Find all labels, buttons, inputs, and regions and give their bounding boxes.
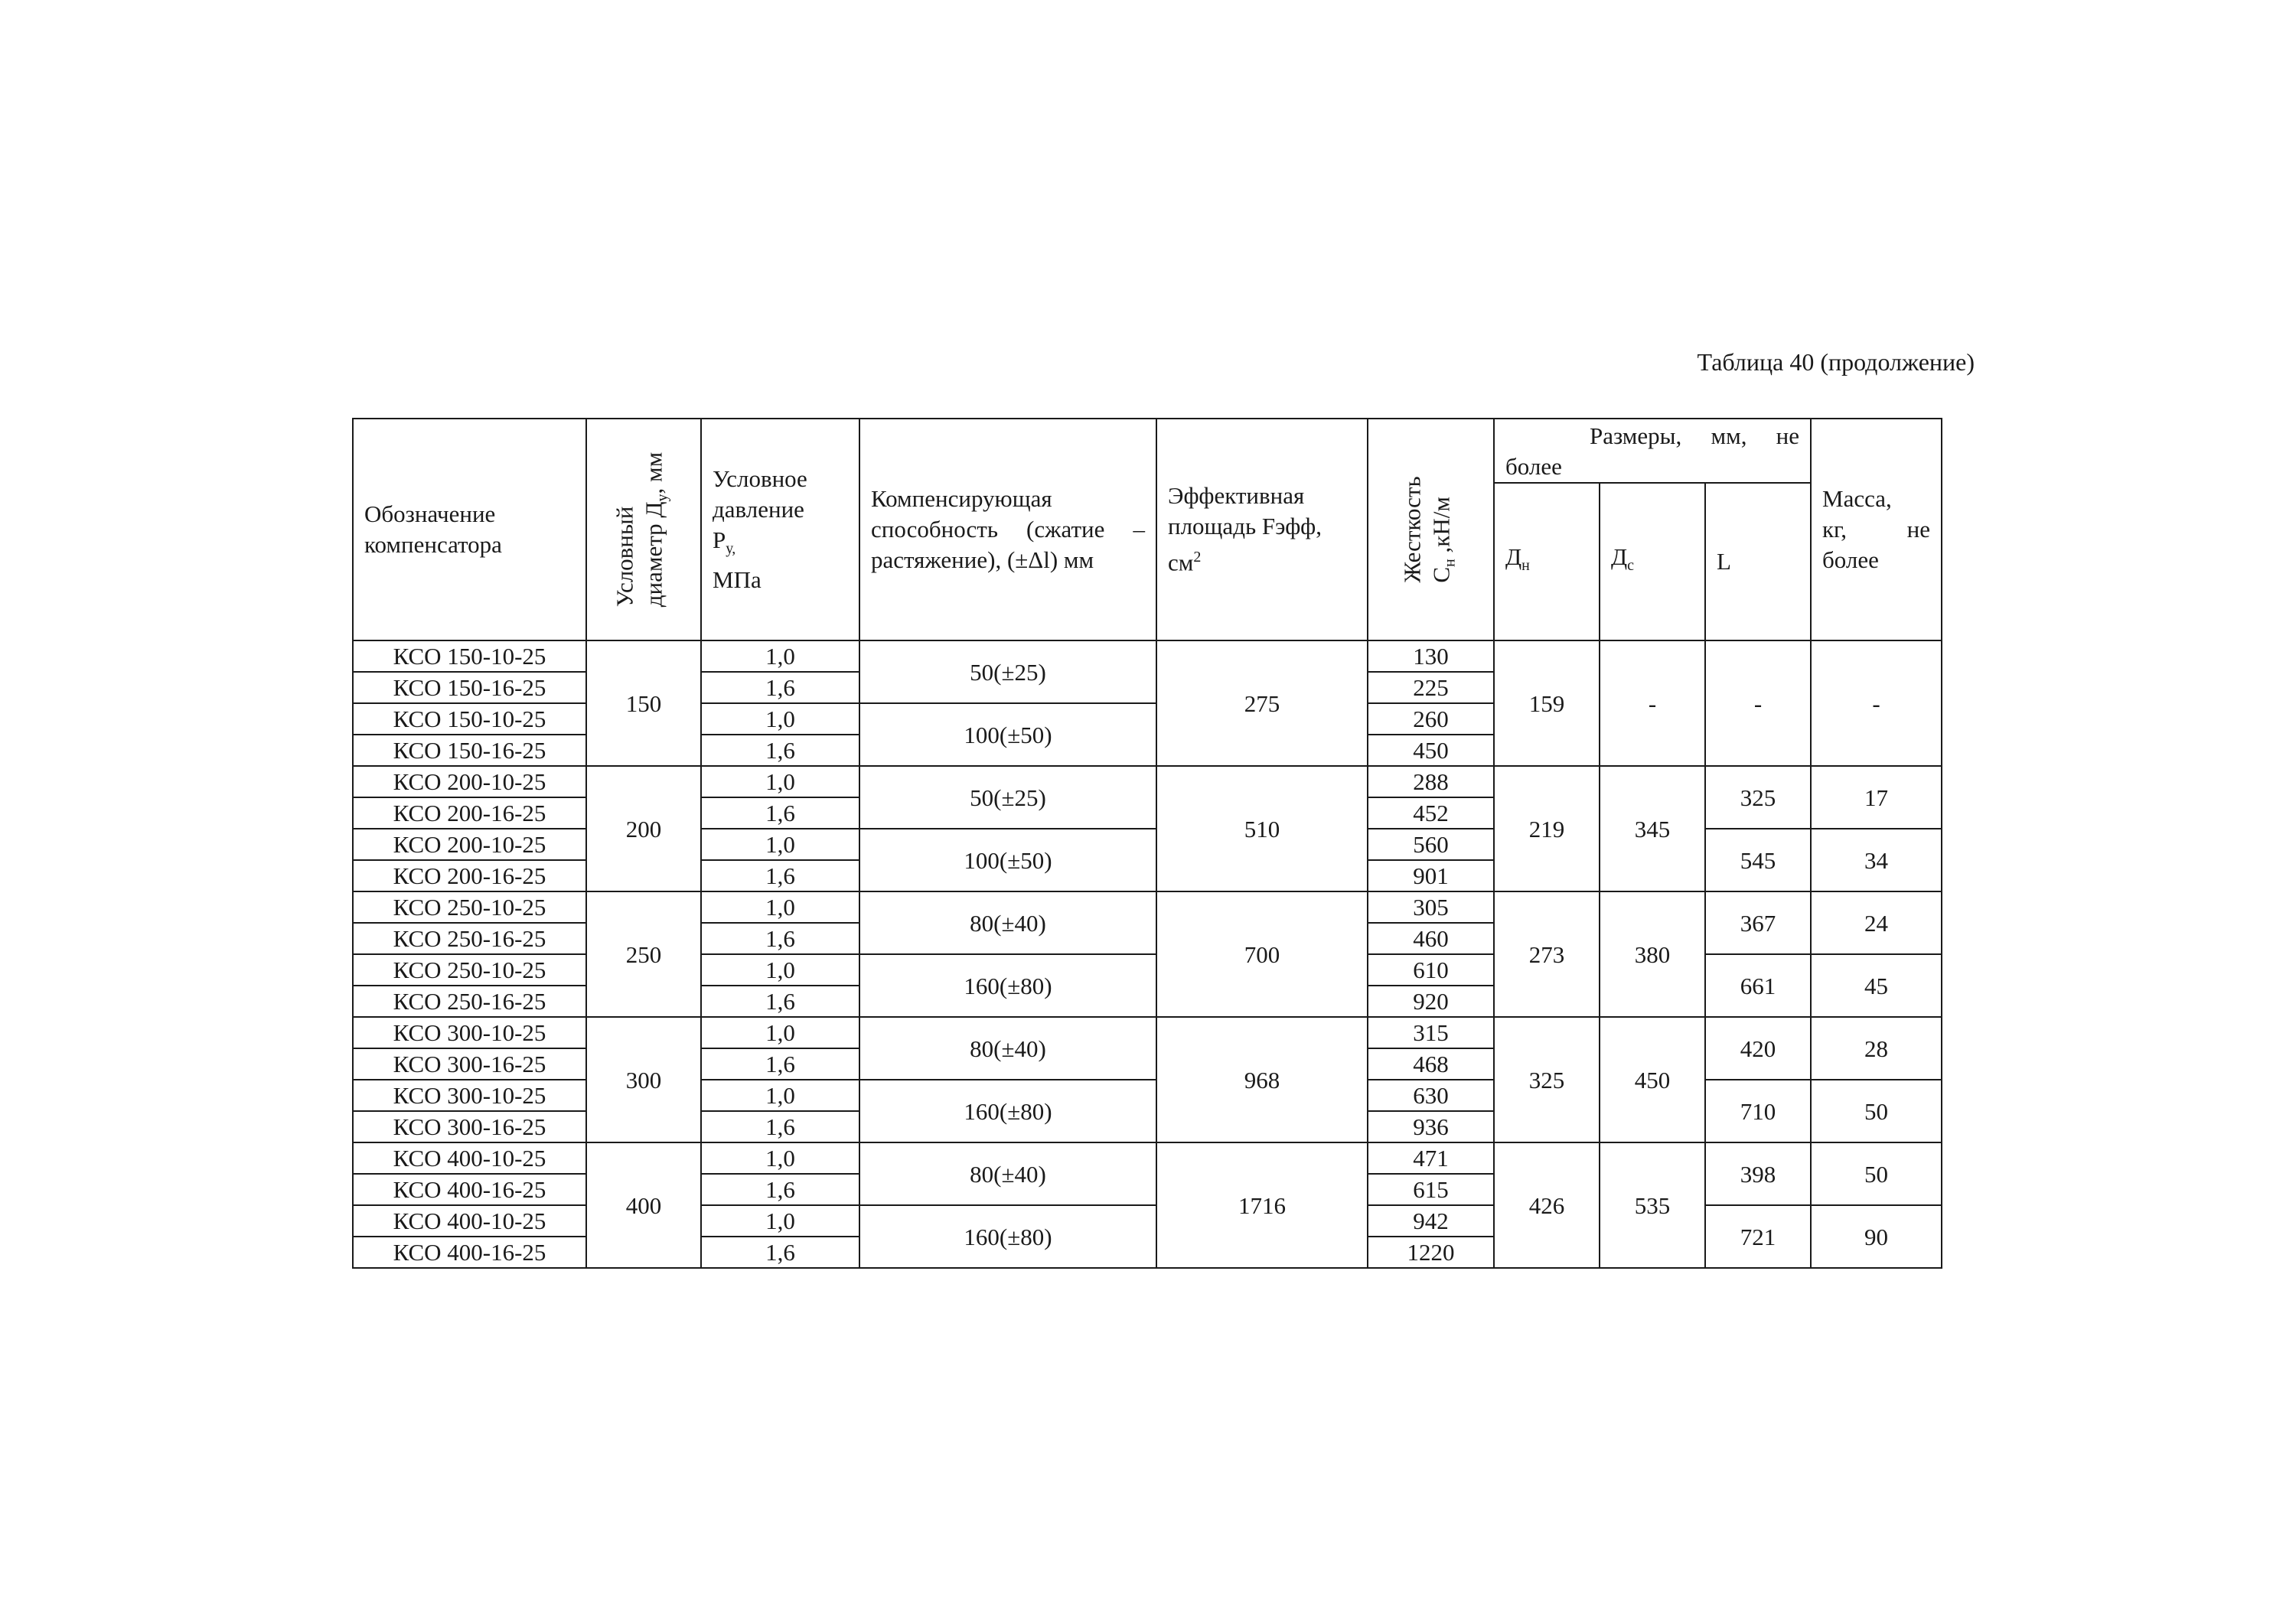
stiffness-cell: 560 (1368, 829, 1494, 860)
compensation-cell: 160(±80) (859, 1205, 1156, 1268)
length-cell: 367 (1705, 891, 1811, 954)
pressure-cell: 1,0 (701, 703, 859, 735)
mass-cell: 17 (1811, 766, 1942, 829)
effective-area-cell: 510 (1156, 766, 1368, 891)
designation-cell: КСО 150-10-25 (353, 703, 586, 735)
header-stiffness: Жесткость $С_н$ ,кН/м (1368, 419, 1494, 640)
mass-cell: - (1811, 640, 1942, 766)
pressure-cell: 1,0 (701, 829, 859, 860)
nominal-diameter-cell: 150 (586, 640, 701, 766)
designation-cell: КСО 250-16-25 (353, 986, 586, 1017)
designation-cell: КСО 200-16-25 (353, 797, 586, 829)
compensator-spec-table (352, 418, 1942, 1269)
table-row (353, 1142, 1942, 1174)
table-row (353, 640, 1942, 672)
pressure-cell: 1,6 (701, 1237, 859, 1268)
length-cell: - (1705, 640, 1811, 766)
mass-cell: 50 (1811, 1142, 1942, 1205)
designation-cell: КСО 400-10-25 (353, 1142, 586, 1174)
pressure-cell: 1,6 (701, 1048, 859, 1080)
effective-area-cell: 700 (1156, 891, 1368, 1017)
designation-cell: КСО 200-10-25 (353, 766, 586, 797)
length-cell: 545 (1705, 829, 1811, 891)
header-length: L (1705, 483, 1811, 640)
header-nominal-diameter: Условный диаметр $Д_у$, мм (586, 419, 701, 640)
table-row (353, 891, 1942, 923)
compensation-cell: 160(±80) (859, 1080, 1156, 1142)
compensation-cell: 100(±50) (859, 703, 1156, 766)
pressure-cell: 1,0 (701, 891, 859, 923)
stiffness-cell: 460 (1368, 923, 1494, 954)
bellows-diameter-cell: 535 (1600, 1142, 1705, 1268)
mass-cell: 50 (1811, 1080, 1942, 1142)
table-header (353, 419, 1942, 640)
header-compensation: Компенсирующая способность (сжатие – растяжение), (±Δl) мм (859, 419, 1156, 640)
designation-cell: КСО 400-10-25 (353, 1205, 586, 1237)
pressure-cell: 1,0 (701, 1142, 859, 1174)
length-cell: 325 (1705, 766, 1811, 829)
pressure-cell: 1,6 (701, 1111, 859, 1142)
designation-cell: КСО 150-16-25 (353, 672, 586, 703)
designation-cell: КСО 250-10-25 (353, 954, 586, 986)
stiffness-cell: 305 (1368, 891, 1494, 923)
stiffness-cell: 942 (1368, 1205, 1494, 1237)
outer-diameter-cell: 219 (1494, 766, 1600, 891)
bellows-diameter-cell: - (1600, 640, 1705, 766)
outer-diameter-cell: 325 (1494, 1017, 1600, 1142)
designation-cell: КСО 400-16-25 (353, 1237, 586, 1268)
stiffness-cell: 260 (1368, 703, 1494, 735)
length-cell: 420 (1705, 1017, 1811, 1080)
length-cell: 398 (1705, 1142, 1811, 1205)
designation-cell: КСО 200-16-25 (353, 860, 586, 891)
designation-cell: КСО 300-16-25 (353, 1111, 586, 1142)
nominal-diameter-cell: 300 (586, 1017, 701, 1142)
compensation-cell: 100(±50) (859, 829, 1156, 891)
stiffness-cell: 615 (1368, 1174, 1494, 1205)
stiffness-cell: 225 (1368, 672, 1494, 703)
stiffness-cell: 901 (1368, 860, 1494, 891)
effective-area-cell: 968 (1156, 1017, 1368, 1142)
mass-cell: 34 (1811, 829, 1942, 891)
stiffness-cell: 920 (1368, 986, 1494, 1017)
stiffness-cell: 471 (1368, 1142, 1494, 1174)
stiffness-cell: 450 (1368, 735, 1494, 766)
nominal-diameter-cell: 200 (586, 766, 701, 891)
length-cell: 661 (1705, 954, 1811, 1017)
mass-cell: 45 (1811, 954, 1942, 1017)
header-nominal-pressure: Условное давление $P_{у,}$ МПа (701, 419, 859, 640)
compensation-cell: 50(±25) (859, 640, 1156, 703)
pressure-cell: 1,0 (701, 1205, 859, 1237)
header-designation: Обозначение компенсатора (353, 419, 586, 640)
pressure-cell: 1,0 (701, 1017, 859, 1048)
stiffness-cell: 288 (1368, 766, 1494, 797)
pressure-cell: 1,0 (701, 640, 859, 672)
stiffness-cell: 315 (1368, 1017, 1494, 1048)
stiffness-cell: 610 (1368, 954, 1494, 986)
pressure-cell: 1,6 (701, 735, 859, 766)
stiffness-cell: 452 (1368, 797, 1494, 829)
table-row (353, 1017, 1942, 1048)
table-caption: Таблица 40 (продолжение) (1697, 348, 1975, 376)
designation-cell: КСО 300-10-25 (353, 1080, 586, 1111)
compensation-cell: 80(±40) (859, 1017, 1156, 1080)
header-bellows-diameter: $Д_с$ (1600, 483, 1705, 640)
bellows-diameter-cell: 345 (1600, 766, 1705, 891)
mass-cell: 90 (1811, 1205, 1942, 1268)
designation-cell: КСО 150-16-25 (353, 735, 586, 766)
header-effective-area: Эффективная площадь Fэфф, $см^2$ (1156, 419, 1368, 640)
designation-cell: КСО 150-10-25 (353, 640, 586, 672)
bellows-diameter-cell: 380 (1600, 891, 1705, 1017)
pressure-cell: 1,6 (701, 923, 859, 954)
pressure-cell: 1,6 (701, 672, 859, 703)
compensation-cell: 50(±25) (859, 766, 1156, 829)
designation-cell: КСО 300-10-25 (353, 1017, 586, 1048)
length-cell: 721 (1705, 1205, 1811, 1268)
length-cell: 710 (1705, 1080, 1811, 1142)
nominal-diameter-cell: 250 (586, 891, 701, 1017)
stiffness-cell: 468 (1368, 1048, 1494, 1080)
stiffness-cell: 630 (1368, 1080, 1494, 1111)
stiffness-cell: 936 (1368, 1111, 1494, 1142)
outer-diameter-cell: 426 (1494, 1142, 1600, 1268)
compensation-cell: 80(±40) (859, 1142, 1156, 1205)
mass-cell: 28 (1811, 1017, 1942, 1080)
header-dimensions: Размеры, мм, не более (1494, 419, 1811, 483)
mass-cell: 24 (1811, 891, 1942, 954)
table-body (353, 640, 1942, 1268)
effective-area-cell: 1716 (1156, 1142, 1368, 1268)
pressure-cell: 1,6 (701, 860, 859, 891)
compensation-cell: 80(±40) (859, 891, 1156, 954)
header-outer-diameter: $Д_н$ (1494, 483, 1600, 640)
outer-diameter-cell: 159 (1494, 640, 1600, 766)
pressure-cell: 1,6 (701, 986, 859, 1017)
pressure-cell: 1,0 (701, 954, 859, 986)
pressure-cell: 1,6 (701, 1174, 859, 1205)
table-row (353, 766, 1942, 797)
designation-cell: КСО 200-10-25 (353, 829, 586, 860)
designation-cell: КСО 250-16-25 (353, 923, 586, 954)
designation-cell: КСО 300-16-25 (353, 1048, 586, 1080)
stiffness-cell: 130 (1368, 640, 1494, 672)
designation-cell: КСО 250-10-25 (353, 891, 586, 923)
pressure-cell: 1,0 (701, 1080, 859, 1111)
effective-area-cell: 275 (1156, 640, 1368, 766)
designation-cell: КСО 400-16-25 (353, 1174, 586, 1205)
pressure-cell: 1,6 (701, 797, 859, 829)
bellows-diameter-cell: 450 (1600, 1017, 1705, 1142)
nominal-diameter-cell: 400 (586, 1142, 701, 1268)
stiffness-cell: 1220 (1368, 1237, 1494, 1268)
pressure-cell: 1,0 (701, 766, 859, 797)
compensation-cell: 160(±80) (859, 954, 1156, 1017)
header-mass: Масса, кг, не более (1811, 419, 1942, 640)
outer-diameter-cell: 273 (1494, 891, 1600, 1017)
